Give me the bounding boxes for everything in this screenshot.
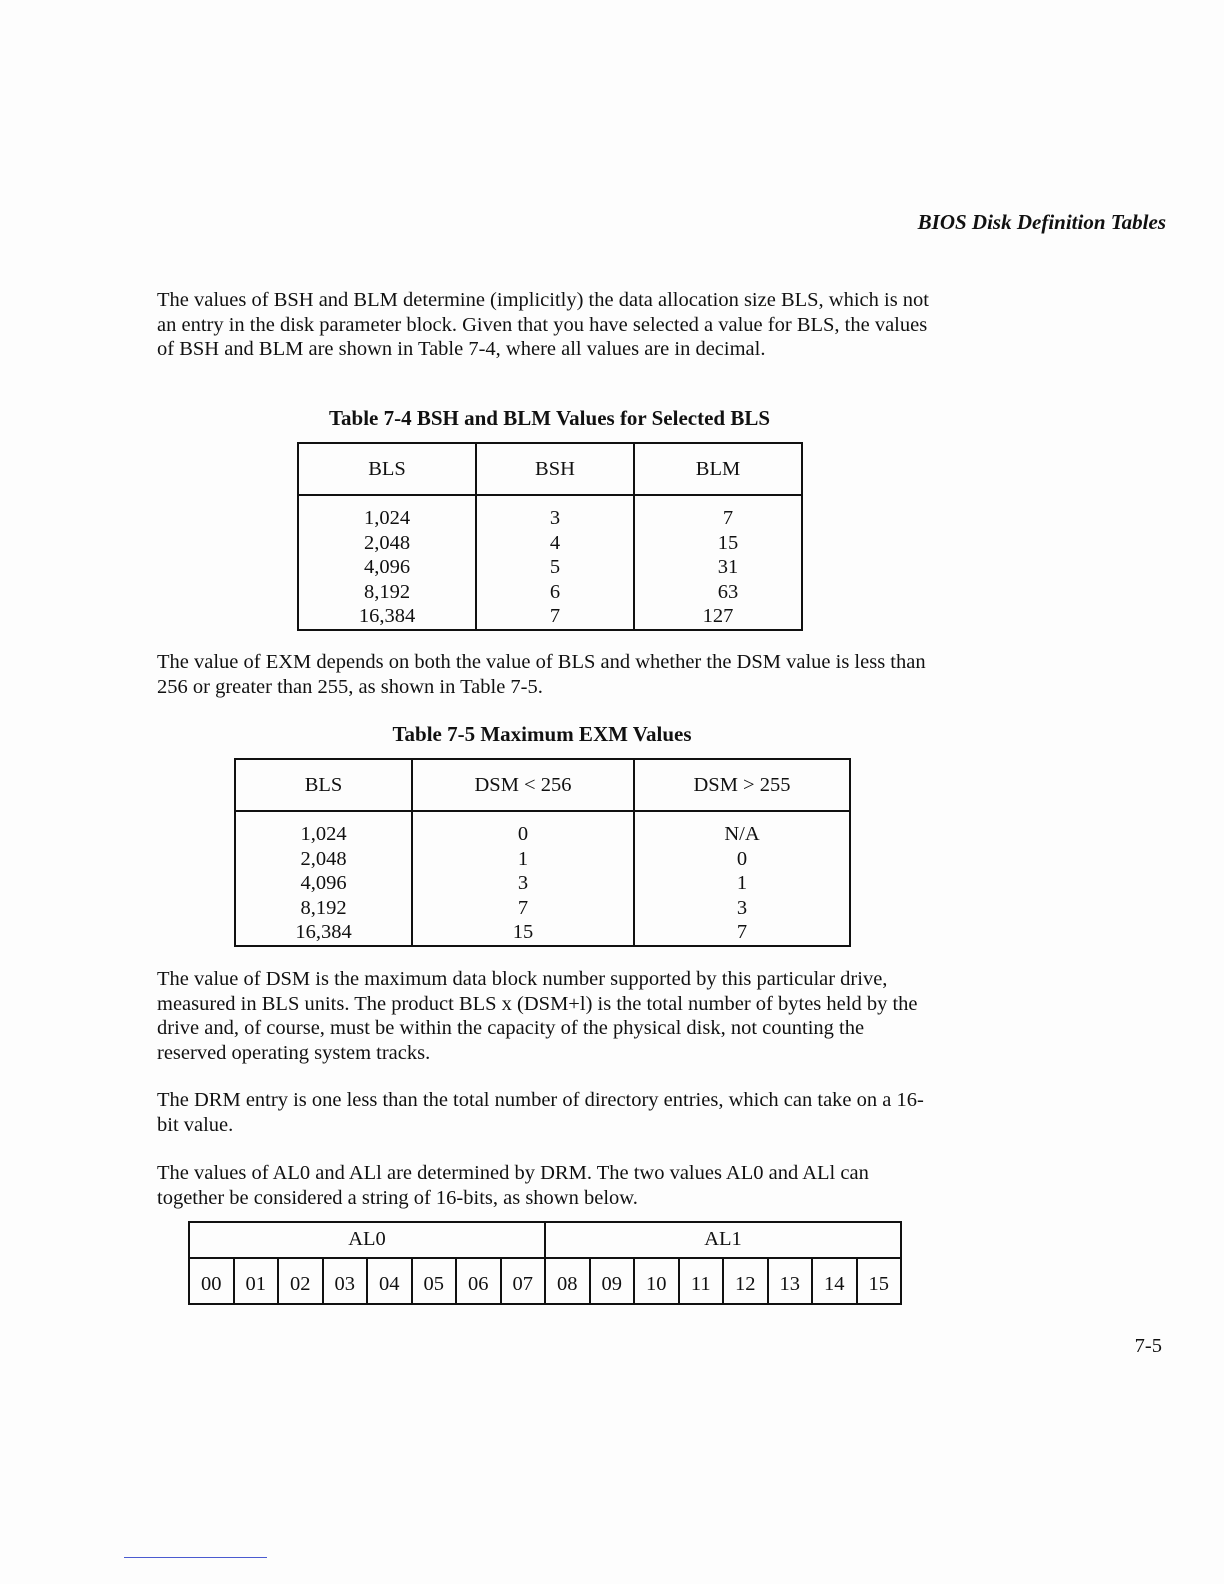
table-cell: 7 [412,896,634,921]
page-number: 7-5 [1134,1335,1162,1357]
table-row [298,531,802,556]
table-cell: 3 [634,896,850,921]
table-row [298,580,802,605]
table-header-cell: BLM [634,443,802,495]
paragraph-exm: The value of EXM depends on both the value of BLS and whether the DSM value is less than 256 or greater than 255, as shown in Table 7-5. [157,651,926,698]
table-cell: 8,192 [298,580,476,605]
table-row [298,555,802,580]
table-7-5-caption: Table 7-5 Maximum EXM Values [392,722,692,746]
table-row [298,604,802,630]
table-cell: 127 [634,604,802,630]
bit-cell: 05 [413,1259,458,1303]
table-cell: 7 [476,604,634,630]
bit-cell: 01 [235,1259,280,1303]
bit-cell: 06 [457,1259,502,1303]
table-row [298,495,802,531]
paragraph-al0-al1: The values of AL0 and ALl are determined by DRM. The two values AL0 and ALl can together be considered a string of 16-bits, as shown below. [157,1162,869,1209]
bit-group-al1: AL1 [704,1228,742,1250]
bit-cell: 09 [591,1259,636,1303]
table-cell: 0 [412,811,634,847]
bit-cell: 14 [813,1259,858,1303]
table-cell: 1 [634,871,850,896]
footer-rule [124,1557,267,1558]
table-7-4 [297,442,803,631]
bit-group-header [188,1221,902,1259]
table-cell: N/A [634,811,850,847]
bit-cell: 12 [724,1259,769,1303]
table-cell: 16,384 [298,604,476,630]
bit-cell: 07 [502,1259,547,1303]
table-cell: 8,192 [235,896,412,921]
bit-cell: 00 [190,1259,235,1303]
running-header: BIOS Disk Definition Tables [917,210,1166,234]
bit-cell: 13 [769,1259,814,1303]
bit-cell: 03 [324,1259,369,1303]
bit-cell: 15 [868,1273,889,1295]
paragraph-drm: The DRM entry is one less than the total number of directory entries, which can take on a 16-bit value. [157,1089,924,1136]
bit-diagram [188,1221,902,1305]
bit-cell: 02 [279,1259,324,1303]
table-row [235,920,850,946]
table-header-cell: BLS [235,759,412,811]
table-cell: 7 [634,920,850,946]
bit-cell: 08 [546,1259,591,1303]
table-cell: 3 [412,871,634,896]
bit-cell: 10 [635,1259,680,1303]
table-row [235,847,850,872]
bit-cell: 11 [680,1259,725,1303]
table-cell: 1,024 [235,811,412,847]
table-cell: 7 [634,495,802,531]
table-cell: 31 [634,555,802,580]
table-cell: 3 [476,495,634,531]
table-cell: 15 [634,531,802,556]
table-header-cell: BSH [476,443,634,495]
table-cell: 6 [476,580,634,605]
table-cell: 5 [476,555,634,580]
table-cell: 1,024 [298,495,476,531]
table-cell: 63 [634,580,802,605]
table-row [235,811,850,847]
table-row [235,871,850,896]
bit-cell: 04 [368,1259,413,1303]
table-cell: 15 [412,920,634,946]
table-cell: 1 [412,847,634,872]
table-header-cell: BLS [298,443,476,495]
table-cell: 2,048 [235,847,412,872]
table-cell: 2,048 [298,531,476,556]
table-cell: 4,096 [235,871,412,896]
bit-group-al0: AL0 [190,1223,546,1257]
paragraph-dsm: The value of DSM is the maximum data block number supported by this particular drive, measured in BLS units. The product BLS x (DSM+l) is the total number of bytes held by the drive and, of course, must be within the capacity of the physical disk, not counting the reserved operating system tracks. [157,968,918,1064]
paragraph-bls: The values of BSH and BLM determine (implicitly) the data allocation size BLS, which is not an entry in the disk parameter block. Given that you have selected a value for BLS, the values of BSH and BLM are shown in Table 7-4, where all values are in decimal. [157,289,930,360]
table-7-5 [234,758,851,947]
table-header-cell: DSM > 255 [634,759,850,811]
table-cell: 0 [634,847,850,872]
bit-row [188,1259,902,1305]
table-cell: 4,096 [298,555,476,580]
table-cell: 4 [476,531,634,556]
table-7-4-caption: Table 7-4 BSH and BLM Values for Selected BLS [328,406,771,430]
table-row [235,896,850,921]
table-header-cell: DSM < 256 [412,759,634,811]
table-cell: 16,384 [235,920,412,946]
